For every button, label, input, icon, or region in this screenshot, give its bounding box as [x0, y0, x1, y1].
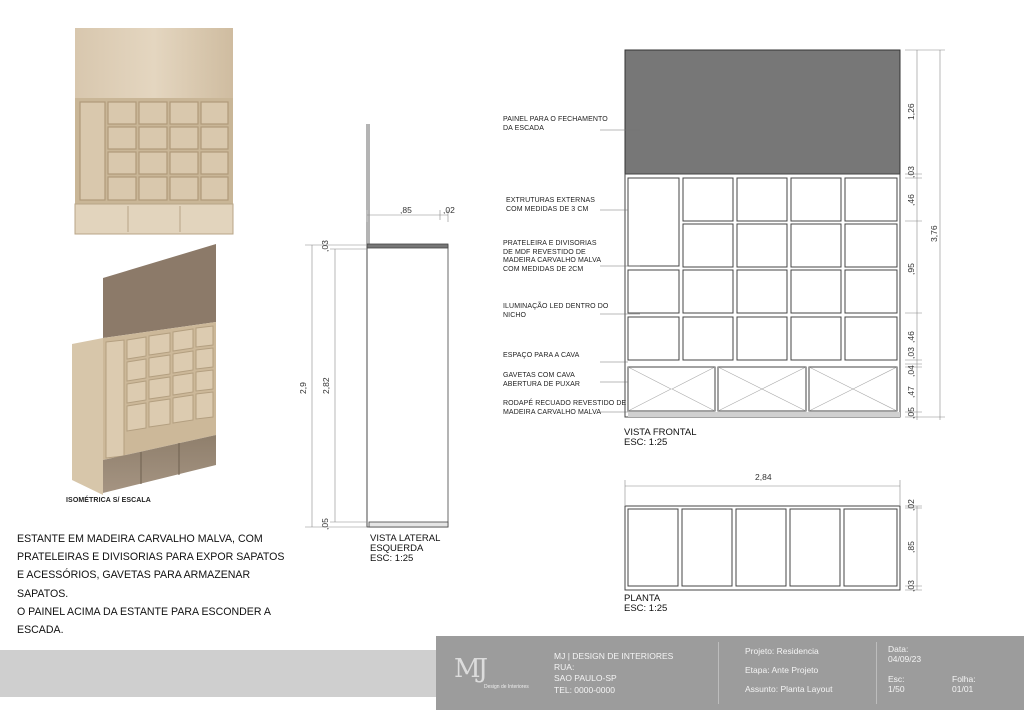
front-view-title: VISTA FRONTAL: [624, 427, 697, 438]
front-dim-panel: 1,26: [906, 103, 916, 120]
date-value: 04/09/23: [888, 654, 922, 664]
annotation-baseboard: RODAPÉ RECUADO REVESTIDO DE MADEIRA CARVALHO MALVA: [503, 400, 627, 416]
plan-dim-top: ,02: [906, 499, 916, 511]
side-dim-thick: ,02: [443, 205, 455, 215]
company-phone: TEL: 0000-0000: [554, 685, 615, 695]
side-dim-bottom: ,05: [320, 518, 330, 530]
sheet-value: 01/01: [952, 684, 974, 694]
annotation-led: ILUMINAÇÃO LED DENTRO DO NICHO: [503, 303, 609, 319]
side-view-scale: ESC: 1:25: [370, 553, 414, 564]
front-dim-d4: ,46: [906, 331, 916, 343]
sheet-label: Folha:: [952, 674, 976, 684]
scale-label: Esc:: [888, 674, 905, 684]
annotation-drawers: GAVETAS COM CAVA ABERTURA DE PUXAR: [503, 372, 581, 388]
company-city: SAO PAULO-SP: [554, 673, 617, 683]
logo-letters: MJ: [454, 654, 486, 684]
subject-label: Assunto:: [745, 684, 779, 694]
project-value: Residencia: [776, 646, 819, 656]
stage-label: Etapa:: [745, 665, 770, 675]
subject-value: Planta Layout: [780, 684, 833, 694]
front-dim-total: 3,76: [929, 225, 939, 242]
annotation-structure: EXTRUTURAS EXTERNAS COM MEDIDAS DE 3 CM: [506, 197, 596, 213]
title-block: [436, 636, 1024, 710]
description-line: O PAINEL ACIMA DA ESTANTE PARA ESCONDER A: [17, 605, 271, 618]
plan-view-scale: ESC: 1:25: [624, 603, 668, 614]
description-line: ESCADA.: [17, 624, 64, 637]
description-line: PRATELEIRAS E DIVISORIAS PARA EXPOR SAPATOS: [17, 551, 285, 564]
date-label: Data:: [888, 644, 909, 654]
plan-view-title: PLANTA: [624, 593, 661, 604]
logo-text: Design de Interiores: [484, 684, 529, 690]
front-view-scale: ESC: 1:25: [624, 437, 668, 448]
plan-dim-width: 2,84: [755, 472, 772, 482]
description-line: SAPATOS.: [17, 587, 69, 600]
plan-dim-depth: ,85: [906, 541, 916, 553]
side-dim-depth: ,85: [400, 205, 412, 215]
divider: [718, 642, 719, 704]
project-label: Projeto:: [745, 646, 775, 656]
company-name: MJ | DESIGN DE INTERIORES: [554, 651, 674, 661]
company-street: RUA:: [554, 662, 575, 672]
side-dim-total-outer: 2,9: [298, 382, 308, 394]
annotation-panel: PAINEL PARA O FECHAMENTO DA ESCADA: [503, 116, 608, 132]
side-dim-total-inner: 2,82: [321, 377, 331, 394]
side-view-title2: ESQUERDA: [370, 543, 424, 554]
company-logo: [454, 648, 544, 700]
plan-dim-bottom: ,03: [906, 580, 916, 592]
stage-value: Ante Projeto: [771, 665, 819, 675]
front-dim-d5: ,03: [906, 347, 916, 359]
front-dim-d2: ,46: [906, 194, 916, 206]
front-dim-d8: ,05: [906, 407, 916, 419]
isometric-label: ISOMÉTRICA S/ ESCALA: [66, 497, 151, 504]
front-dim-d6: ,04: [906, 365, 916, 377]
description-line: ESTANTE EM MADEIRA CARVALHO MALVA, COM: [17, 533, 263, 545]
front-dim-d1: ,03: [906, 166, 916, 178]
scale-value: 1/50: [888, 684, 905, 694]
annotation-cava: ESPAÇO PARA A CAVA: [503, 352, 580, 359]
side-dim-top1: ,03: [320, 240, 330, 252]
front-dim-d7: ,47: [906, 386, 916, 398]
annotation-shelves: PRATELEIRA E DIVISORIAS DE MDF REVESTIDO DE MADEIRA CARVALHO MALVA COM MEDIDAS DE 2CM: [503, 240, 602, 273]
divider: [876, 642, 877, 704]
description-line: E ACESSÓRIOS, GAVETAS PARA ARMAZENAR: [17, 569, 251, 582]
side-view-title: VISTA LATERAL: [370, 533, 441, 544]
front-dim-d3: ,95: [906, 263, 916, 275]
